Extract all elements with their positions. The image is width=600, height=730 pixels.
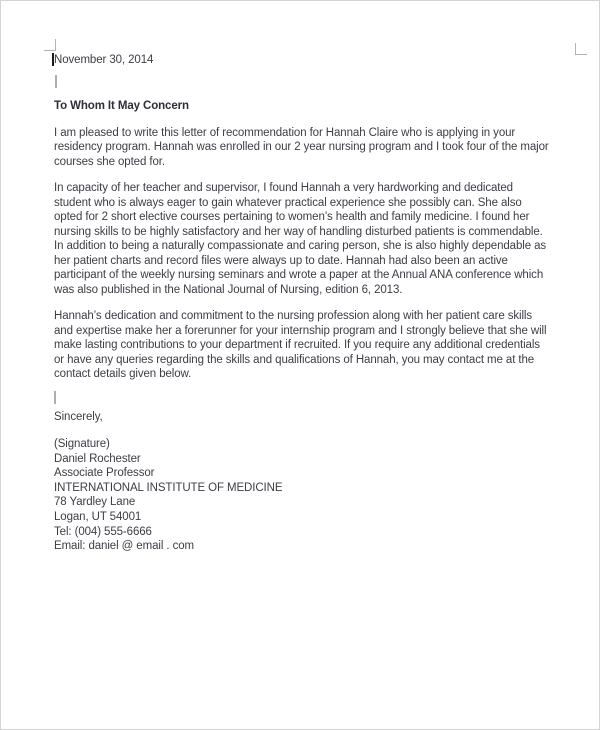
- text-cursor-caret: [52, 53, 54, 66]
- letter-paragraph-3: Hannah’s dedication and commitment to the nursing profession along with her patient care skills and expertise make her a forerunner for your internship program and I strongly believe that she will make lasting contributions to your department if recruited. If you require any additional credentials or have any queries regarding the skills and qualifications of Hannah, you may contact me at the contact details given below.: [54, 310, 547, 380]
- text-boundary-mark-top-left: [44, 39, 56, 51]
- signature-placeholder: (Signature): [54, 438, 110, 450]
- sender-email: Email: daniel @ email . com: [54, 540, 194, 553]
- signature-block: [54, 437, 553, 554]
- letter-salutation: To Whom It May Concern: [54, 100, 189, 112]
- sender-organization: INTERNATIONAL INSTITUTE OF MEDICINE: [54, 481, 283, 494]
- sender-address-line2: Logan, UT 54001: [54, 510, 142, 523]
- sender-title: Associate Professor: [54, 467, 155, 480]
- letter-closing: Sincerely,: [54, 410, 103, 423]
- sender-phone: Tel: (004) 555-6666: [54, 525, 152, 538]
- letter-paragraph-1: I am pleased to write this letter of recommendation for Hannah Claire who is applying in your residency program. Hannah was enrolled in our 2 year nursing program and I took four of the major courses she opted for.: [54, 126, 549, 168]
- empty-paragraph-mark: [54, 391, 56, 404]
- sender-address-line1: 78 Yardley Lane: [54, 496, 136, 509]
- sender-name: Daniel Rochester: [54, 452, 141, 465]
- letter-date: November 30, 2014: [54, 54, 154, 66]
- text-boundary-mark-top-right: [575, 43, 587, 55]
- empty-paragraph-mark: [55, 75, 57, 88]
- date-line: [54, 53, 553, 67]
- document-text-area[interactable]: [54, 53, 553, 554]
- letter-paragraph-2: In capacity of her teacher and supervisor, I found Hannah a very hardworking and dedicated student who is always eager to gain whatever practical experience she possibly can. She also opted for 2 short elective courses pertaining to women’s health and family medicine. I found her nursing skills to be highly satisfactory and her way of handling disturbed patients is commendable. In addition to being a naturally compassionate and caring person, she is also highly dependable as her patient charts and record files were always up to date. Hannah had also been an active participant of the weekly nursing seminars and wrote a paper at the Annual ANA conference which was also published in the National Journal of Nursing, edition 6, 2013.: [54, 182, 547, 296]
